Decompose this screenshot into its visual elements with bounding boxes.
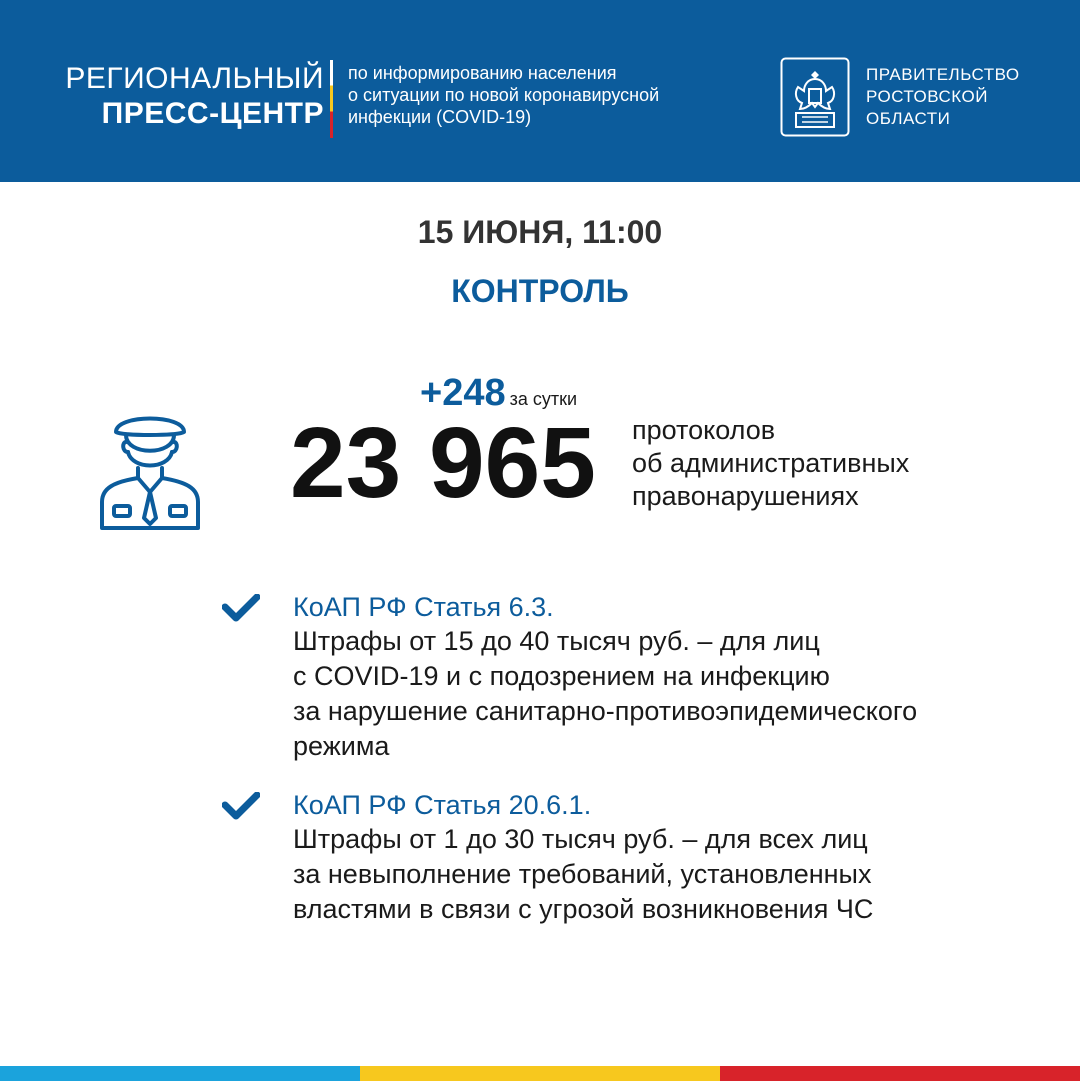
check-icon [222, 792, 260, 820]
total-protocols: 23 965 [290, 407, 596, 519]
government-line: ОБЛАСТИ [866, 109, 951, 128]
section-title: КОНТРОЛЬ [451, 273, 629, 309]
press-center-brand [65, 62, 324, 132]
total-label-line: правонарушениях [632, 481, 859, 511]
description-line: за невыполнение требований, установленных [293, 859, 872, 889]
list-item [222, 590, 1042, 770]
report-date: 15 ИЮНЯ, 11:00 [417, 214, 663, 250]
tagline-line: инфекции (COVID-19) [348, 107, 532, 127]
description-line: Штрафы от 15 до 40 тысяч руб. – для лиц [293, 626, 820, 656]
description-line: за нарушение санитарно-противоэпидемического [293, 696, 918, 726]
description-line: режима [293, 731, 390, 761]
total-protocols-label [632, 414, 909, 513]
increment-unit: за сутки [509, 389, 578, 409]
total-label-line: протоколов [632, 415, 776, 445]
increment-value: +248 [420, 372, 506, 414]
article-description [293, 822, 873, 927]
tagline-line: по информированию населения [348, 63, 617, 83]
check-icon [222, 594, 260, 622]
footer-bar-red [720, 1066, 1080, 1081]
government-line: РОСТОВСКОЙ [866, 87, 988, 106]
description-line: с COVID-19 и с подозрением на инфекцию [293, 661, 830, 691]
article-title: КоАП РФ Статья 20.6.1. [293, 790, 592, 820]
press-center-tagline [348, 62, 659, 128]
brand-line-2: ПРЕСС-ЦЕНТР [101, 97, 324, 130]
article-title: КоАП РФ Статья 6.3. [293, 592, 554, 622]
footer-bar-yellow [360, 1066, 720, 1081]
brand-line-1: РЕГИОНАЛЬНЫЙ [65, 62, 324, 95]
tagline-line: о ситуации по новой коронавирусной [348, 85, 660, 105]
government-line: ПРАВИТЕЛЬСТВО [866, 65, 1020, 84]
list-item [222, 788, 1042, 938]
coat-of-arms-icon [780, 57, 850, 137]
government-name [866, 64, 1020, 130]
footer-bar-blue [0, 1066, 360, 1081]
header-banner [0, 0, 1080, 182]
description-line: властями в связи с угрозой возникновения ЧС [293, 894, 874, 924]
tricolor-footer-bar [0, 1066, 1080, 1081]
description-line: Штрафы от 1 до 30 тысяч руб. – для всех лиц [293, 824, 868, 854]
total-label-line: об административных [632, 448, 910, 478]
article-description [293, 624, 917, 764]
tricolor-divider [330, 60, 333, 138]
police-officer-icon [98, 402, 202, 532]
